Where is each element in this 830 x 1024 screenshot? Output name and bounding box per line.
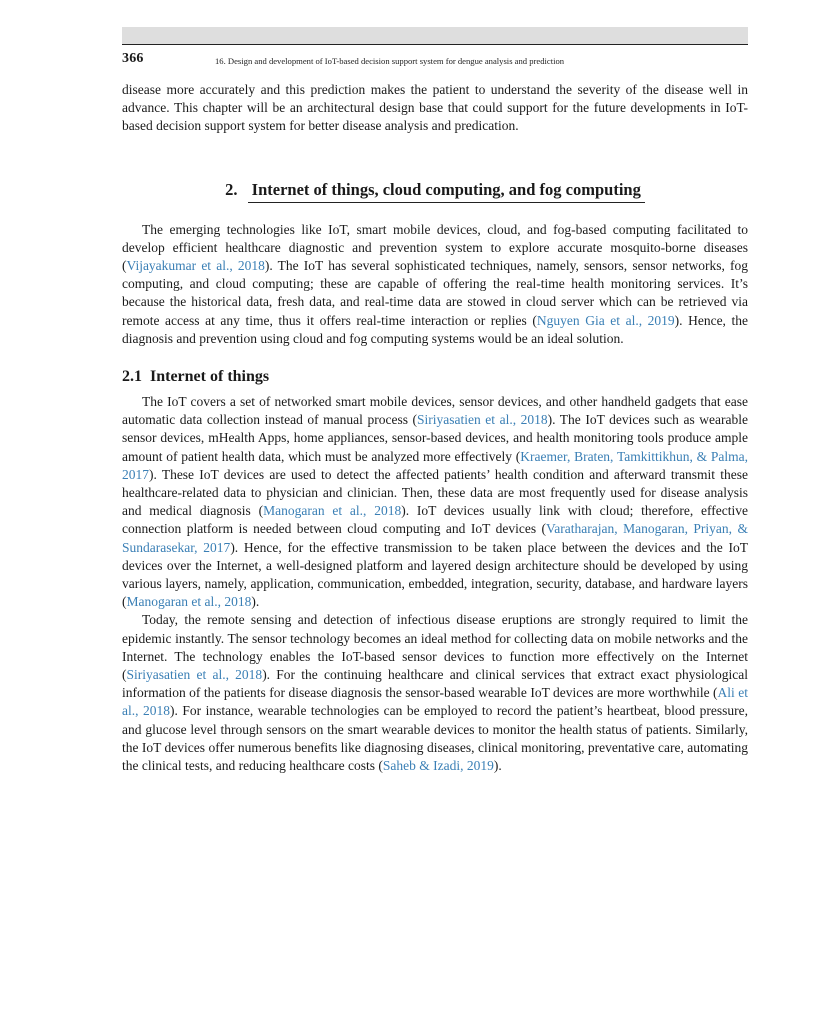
section-2-1-paragraph-1 [122, 393, 748, 611]
citation-link[interactable]: Saheb & Izadi, 2019 [382, 758, 494, 774]
text-run: ). Hence, the diagnosis and prevention using cloud and fog computing systems would be an ideal solution. [122, 312, 749, 346]
running-title: 16. Design and development of IoT-based decision support system for dengue analysis and prediction [215, 56, 565, 66]
section-2-title: Internet of things, cloud computing, and fog computing [248, 180, 645, 203]
citation-link[interactable]: Manogaran et al., 2018 [263, 503, 402, 519]
section-2-heading [122, 180, 748, 203]
citation-link[interactable]: Ali et al., 2018 [122, 685, 748, 719]
text-run: ). The IoT devices such as wearable sensor devices, mHealth Apps, home appliances, sensor-based devices, and health monitoring tools produce ample amount of patient health data, which must be analyzed more effectively ( [122, 412, 748, 464]
citation-link[interactable]: Siriyasatien et al., 2018 [126, 667, 263, 683]
text-run: ). Hence, for the effective transmission to be taken place between the devices and the IoT devices over the Internet, a well-designed platform and layered design architecture should be developed by using various layers, namely, application, communication, embedded, integration, security, database, and hardware layers ( [122, 539, 748, 610]
citation-link[interactable]: Vijayakumar et al., 2018 [126, 258, 265, 274]
citation-link[interactable]: Kraemer, Braten, Tamkittikhun, & Palma, 2017 [122, 448, 748, 482]
section-2-1-number: 2.1 [122, 368, 142, 386]
citation-link[interactable]: Nguyen Gia et al., 2019 [536, 312, 675, 328]
citation-link[interactable]: Varatharajan, Manogaran, Priyan, & Sundarasekar, 2017 [122, 521, 748, 555]
page-number: 366 [122, 51, 144, 66]
section-2-1-paragraph-2 [122, 611, 748, 775]
text-run: ). The IoT has several sophisticated techniques, namely, sensors, sensor networks, fog computing, and cloud computing; these are capable of offering the real-time health monitoring services. It’s because the historical data, fresh data, and real-time data are stowed in cloud server which can be retrieved via remote access at any time, thus it offers real-time interaction or replies ( [122, 258, 748, 328]
citation-link[interactable]: Siriyasatien et al., 2018 [417, 412, 548, 428]
text-run: ). For the continuing healthcare and clinical services that extract exact physiological information of the patients for disease diagnosis the sensor-based wearable IoT devices are more worthwhile ( [122, 667, 748, 701]
text-run: ). These IoT devices are used to detect the affected patients’ health condition and afterward transmit these healthcare-related data to physician and clinician. Then, these data are most frequently used for disease analysis and medical diagnosis ( [122, 466, 748, 519]
section-2-number: 2. [225, 179, 238, 199]
section-2-paragraph [122, 221, 748, 348]
header-band [122, 27, 748, 44]
text-run: ). IoT devices usually link with cloud; therefore, effective connection platform is needed between cloud computing and IoT devices ( [122, 503, 748, 537]
page-body [122, 81, 748, 775]
text-run: Today, the remote sensing and detection of infectious disease eruptions are strongly required to limit the epidemic instantly. The sensor technology becomes an ideal method for collecting data on mobile networks and the Internet. The technology enables the IoT-based sensor devices to function more effectively on the Internet ( [122, 612, 748, 683]
section-2-1-title: Internet of things [150, 368, 270, 386]
intro-paragraph: disease more accurately and this prediction makes the patient to understand the severity of the disease well in advance. This chapter will be an architectural design base that could support for the future developments in IoT-based decision support system for better disease analysis and predication. [122, 82, 748, 134]
text-run: ). [493, 758, 502, 774]
text-run: ). For instance, wearable technologies can be employed to record the patient’s heartbeat, blood pressure, and glucose level through sensors on the smart wearable devices to monitor the health status of patients. Similarly, the IoT devices offer numerous benefits like diagnosing diseases, clinical monitoring, preventative care, automating the clinical tests, and reducing healthcare costs ( [122, 703, 748, 774]
text-run: The emerging technologies like IoT, smart mobile devices, cloud, and fog-based computing facilitated to develop efficient healthcare diagnostic and prevention system to explore accurate mosquito-borne diseases ( [122, 221, 748, 274]
text-run: The IoT covers a set of networked smart mobile devices, sensor devices, and other handheld gadgets that ease automatic data collection instead of manual process ( [122, 394, 748, 428]
section-2-1-heading [122, 368, 748, 386]
header-rule [122, 44, 748, 45]
citation-link[interactable]: Manogaran et al., 2018 [126, 594, 252, 610]
text-run: ). [251, 594, 260, 610]
